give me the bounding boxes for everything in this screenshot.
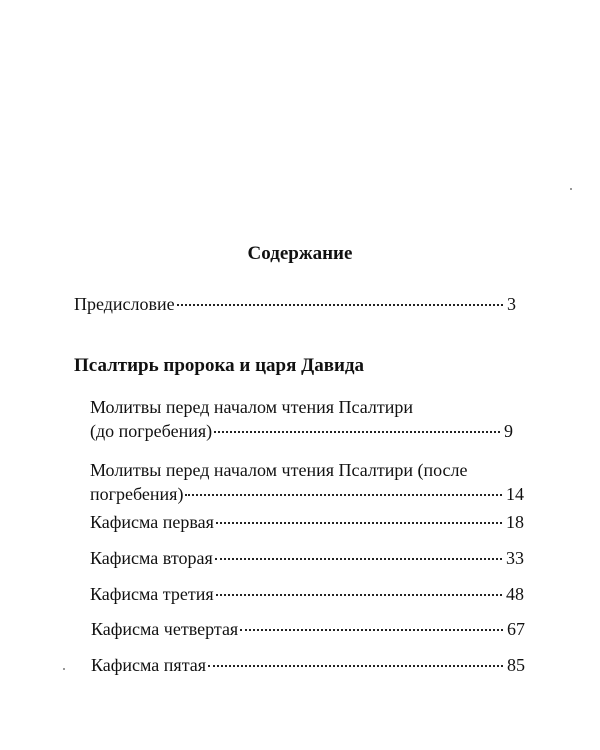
dot-leader	[177, 304, 503, 306]
toc-entry-label: Кафисма вторая	[90, 548, 213, 568]
dot-leader	[216, 522, 502, 524]
toc-entry-label: Кафисма третия	[90, 584, 214, 604]
dot-leader	[240, 629, 503, 631]
section-title: Псалтирь пророка и царя Давида	[74, 355, 365, 376]
toc-entry-preface	[74, 292, 516, 316]
toc-entry	[90, 582, 524, 606]
toc-entry-page: 14	[506, 484, 524, 504]
toc-entry	[91, 653, 525, 677]
dot-leader	[215, 558, 502, 560]
toc-entry-page: 33	[506, 548, 524, 568]
toc-entry-page: 85	[507, 655, 525, 675]
dot-leader	[216, 594, 502, 596]
toc-entry-label: погребения)	[90, 484, 184, 504]
toc-entry-page: 67	[507, 619, 525, 639]
scan-speck	[63, 668, 65, 670]
toc-entry-label: Кафисма пятая	[91, 655, 207, 675]
toc-entry-page: 3	[507, 294, 516, 314]
dot-leader	[208, 665, 503, 667]
dot-leader	[185, 494, 502, 496]
toc-entry-label: Кафисма первая	[90, 512, 214, 532]
toc-entry-page: 48	[506, 584, 524, 604]
scan-speck	[570, 188, 572, 190]
toc-entry	[90, 546, 524, 570]
toc-entry	[90, 395, 513, 443]
toc-entry-label: (до погребения)	[90, 421, 213, 441]
toc-entry-label: Предисловие	[74, 294, 175, 314]
toc-entry-label: Кафисма четвертая	[91, 619, 239, 639]
toc-entry-line1: Молитвы перед началом чтения Псалтири	[90, 397, 413, 417]
toc-entry-page: 9	[504, 421, 513, 441]
toc-entry	[90, 458, 524, 506]
dot-leader	[214, 431, 500, 433]
toc-entry-line1: Молитвы перед началом чтения Псалтири (после	[90, 460, 468, 480]
toc-entry-page: 18	[506, 512, 524, 532]
toc-entry	[91, 617, 525, 641]
toc-entry	[90, 510, 524, 534]
toc-heading: Содержание	[247, 243, 353, 264]
